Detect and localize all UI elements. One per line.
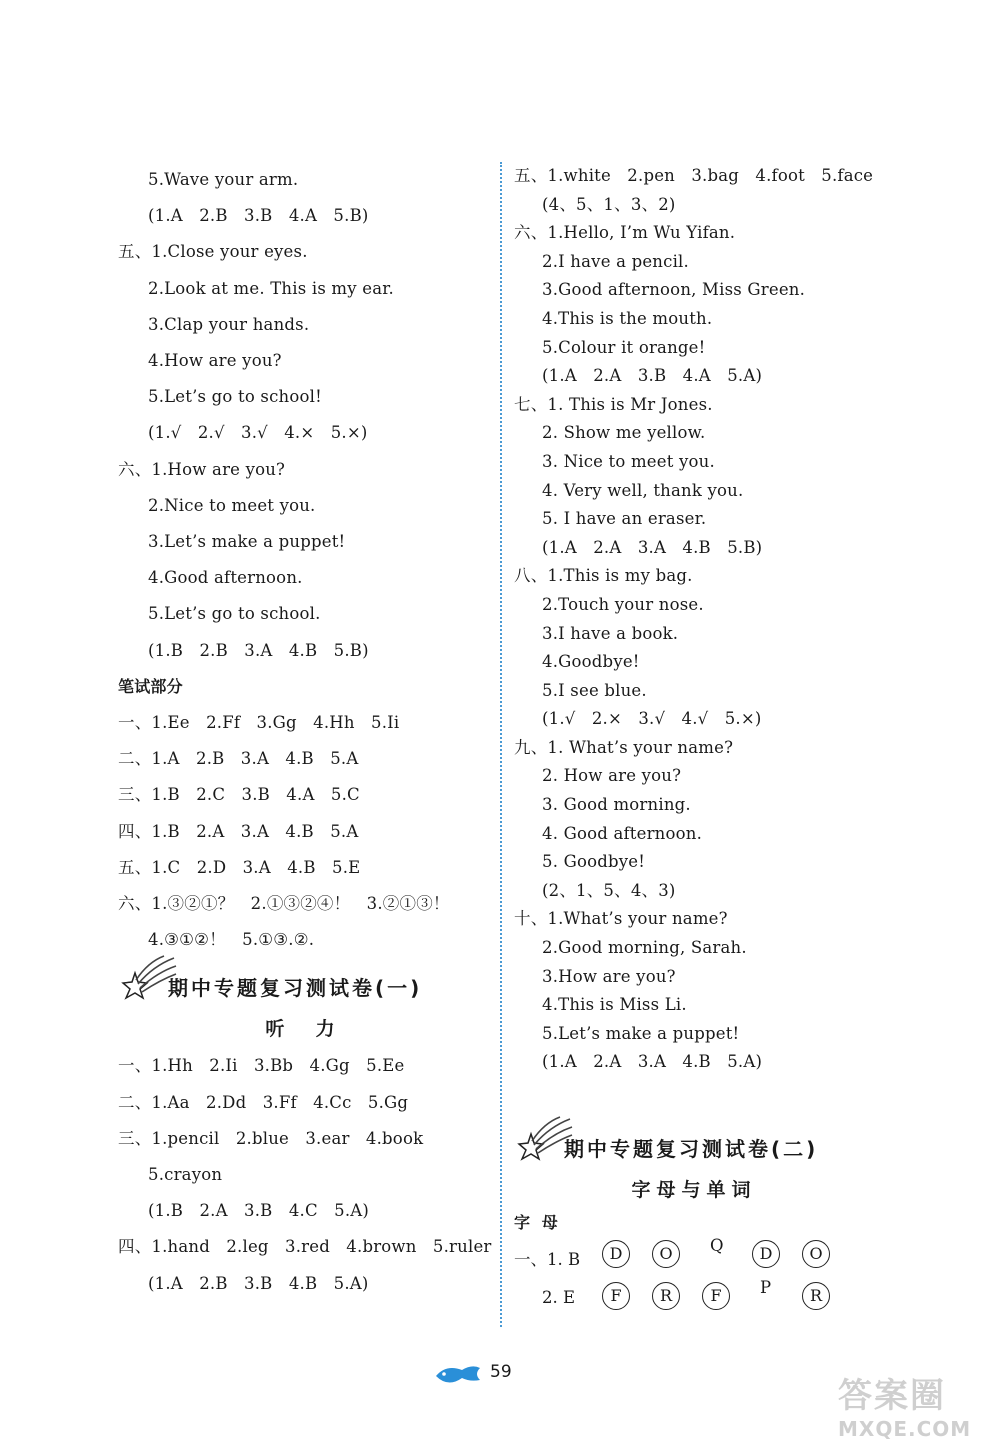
circled-letter: O xyxy=(802,1240,830,1268)
answer-line: 2.Good morning, Sarah. xyxy=(542,938,747,958)
answer-line: (1.B 2.A 3.B 4.C 5.A) xyxy=(148,1201,370,1221)
answer-line: (1.√ 2.√ 3.√ 4.× 5.×) xyxy=(148,423,368,443)
answer-line: 2. How are you? xyxy=(542,766,682,786)
left-heading-title: 期中专题复习测试卷(一) xyxy=(168,976,423,1001)
circled-letter: R xyxy=(652,1282,680,1310)
answer-line: 2.Look at me. This is my ear. xyxy=(148,278,394,298)
page-number: 59 xyxy=(490,1362,512,1382)
answer-line: 5.Let’s go to school! xyxy=(148,387,322,407)
row-prefix: 2. E xyxy=(542,1287,576,1307)
answer-line: 3.Clap your hands. xyxy=(148,314,310,334)
answer-line: 五、1.Close your eyes. xyxy=(118,242,308,262)
answer-line: 十、1.What’s your name? xyxy=(514,909,728,929)
answer-line: 5.Let’s make a puppet! xyxy=(542,1023,740,1043)
plain-letter: Q xyxy=(710,1235,724,1255)
answer-line: 2.I have a pencil. xyxy=(542,251,689,271)
answer-line: 4. Good afternoon. xyxy=(542,823,703,843)
answer-line: 2.Touch your nose. xyxy=(542,594,704,614)
right-heading-title: 期中专题复习测试卷(二) xyxy=(564,1137,819,1161)
answer-line: 一、1.Ee 2.Ff 3.Gg 4.Hh 5.Ii xyxy=(118,713,400,733)
right-column xyxy=(514,162,874,1322)
answer-line: 4. Very well, thank you. xyxy=(542,480,744,500)
answer-line: 七、1. This is Mr Jones. xyxy=(514,394,713,414)
answer-line: 九、1. What’s your name? xyxy=(514,737,734,757)
left-subheading: 听 力 xyxy=(265,1018,341,1041)
answer-line: 四、1.hand 2.leg 3.red 4.brown 5.ruler xyxy=(118,1237,492,1257)
answer-line: 3.Good afternoon, Miss Green. xyxy=(542,280,806,300)
watermark-line-2: MXQE.COM xyxy=(838,1417,972,1441)
letter-circle-row xyxy=(514,1235,874,1280)
answer-line: (1.A 2.B 3.B 4.B 5.A) xyxy=(148,1273,369,1293)
letters-label: 字 母 xyxy=(514,1213,558,1232)
answer-line: (1.A 2.A 3.A 4.B 5.B) xyxy=(542,537,763,557)
answer-line: 3.I have a book. xyxy=(542,623,679,643)
row-prefix: 一、1. B xyxy=(514,1249,581,1269)
answer-line: 2. Show me yellow. xyxy=(542,423,706,443)
left-column xyxy=(118,162,492,1302)
circled-letter: D xyxy=(752,1240,780,1268)
answer-line: (1.√ 2.× 3.√ 4.√ 5.×) xyxy=(542,709,762,729)
answer-line: 3.How are you? xyxy=(542,966,676,986)
circled-letter: F xyxy=(602,1282,630,1310)
answer-line: 5.Colour it orange! xyxy=(542,337,706,357)
answer-line: 5.Let’s go to school. xyxy=(148,604,321,624)
circled-letter: R xyxy=(802,1282,830,1310)
left-section-heading xyxy=(118,964,488,1010)
answer-line: 二、1.A 2.B 3.A 4.B 5.A xyxy=(118,749,359,769)
circled-letter: O xyxy=(652,1240,680,1268)
answer-line: 4.How are you? xyxy=(148,351,282,371)
answer-line: 5.crayon xyxy=(148,1165,223,1185)
answer-line: (4、5、1、3、2) xyxy=(542,194,676,214)
right-subheading: 字母与单词 xyxy=(631,1179,757,1201)
answer-line: 三、1.B 2.C 3.B 4.A 5.C xyxy=(118,785,360,805)
answer-line: 4.Good afternoon. xyxy=(148,568,303,588)
answer-line: 5.Wave your arm. xyxy=(148,170,299,189)
answer-line: 四、1.B 2.A 3.A 4.B 5.A xyxy=(118,821,359,841)
answer-line: (1.A 2.A 3.B 4.A 5.A) xyxy=(542,366,763,386)
answer-line: 3.Let’s make a puppet! xyxy=(148,532,346,552)
circled-letter: F xyxy=(702,1282,730,1310)
answer-line: 3. Good morning. xyxy=(542,795,691,815)
answer-line: 4.Goodbye! xyxy=(542,652,640,672)
answer-line: 六、1.③②①？ 2.①③②④！ 3.②①③！ xyxy=(118,894,450,914)
watermark-line-1: 答案圈 xyxy=(838,1376,946,1416)
answer-line: 五、1.white 2.pen 3.bag 4.foot 5.face xyxy=(514,166,874,185)
answer-line: (1.A 2.A 3.A 4.B 5.A) xyxy=(542,1052,763,1072)
section-label: 笔试部分 xyxy=(118,676,183,696)
left-answer-lines-2 xyxy=(118,1048,492,1301)
answer-line: 5.I see blue. xyxy=(542,680,647,700)
answer-line: 5. I have an eraser. xyxy=(542,509,707,529)
fish-logo-icon xyxy=(432,1360,484,1390)
answer-line: (1.A 2.B 3.B 4.A 5.B) xyxy=(148,206,369,226)
answer-line: 4.③①②！ 5.①③.②. xyxy=(148,930,315,950)
circle-rows xyxy=(514,1235,874,1322)
right-section-heading xyxy=(514,1125,874,1171)
right-answer-lines xyxy=(514,162,874,1077)
answer-line: 五、1.C 2.D 3.A 4.B 5.E xyxy=(118,857,361,877)
answer-line: (2、1、5、4、3) xyxy=(542,880,676,900)
watermark xyxy=(838,1368,988,1441)
answer-line: 4.This is the mouth. xyxy=(542,308,713,328)
answer-line: 2.Nice to meet you. xyxy=(148,495,316,515)
left-answer-lines xyxy=(118,162,488,958)
answer-line: 六、1.Hello, I’m Wu Yifan. xyxy=(514,223,736,243)
answer-line: 二、1.Aa 2.Dd 3.Ff 4.Cc 5.Gg xyxy=(118,1092,409,1112)
plain-letter: P xyxy=(760,1277,772,1297)
answer-line: (1.B 2.B 3.A 4.B 5.B) xyxy=(148,640,369,660)
answer-line: 三、1.pencil 2.blue 3.ear 4.book xyxy=(118,1128,424,1148)
answer-line: 3. Nice to meet you. xyxy=(542,451,715,471)
answer-line: 八、1.This is my bag. xyxy=(514,566,693,586)
letter-circle-row xyxy=(514,1277,874,1322)
answer-line: 六、1.How are you? xyxy=(118,459,286,479)
column-divider xyxy=(500,162,502,1327)
answer-line: 5. Goodbye! xyxy=(542,852,646,872)
answer-line: 4.This is Miss Li. xyxy=(542,995,687,1015)
circled-letter: D xyxy=(602,1240,630,1268)
answer-line: 一、1.Hh 2.Ii 3.Bb 4.Gg 5.Ee xyxy=(118,1056,405,1076)
